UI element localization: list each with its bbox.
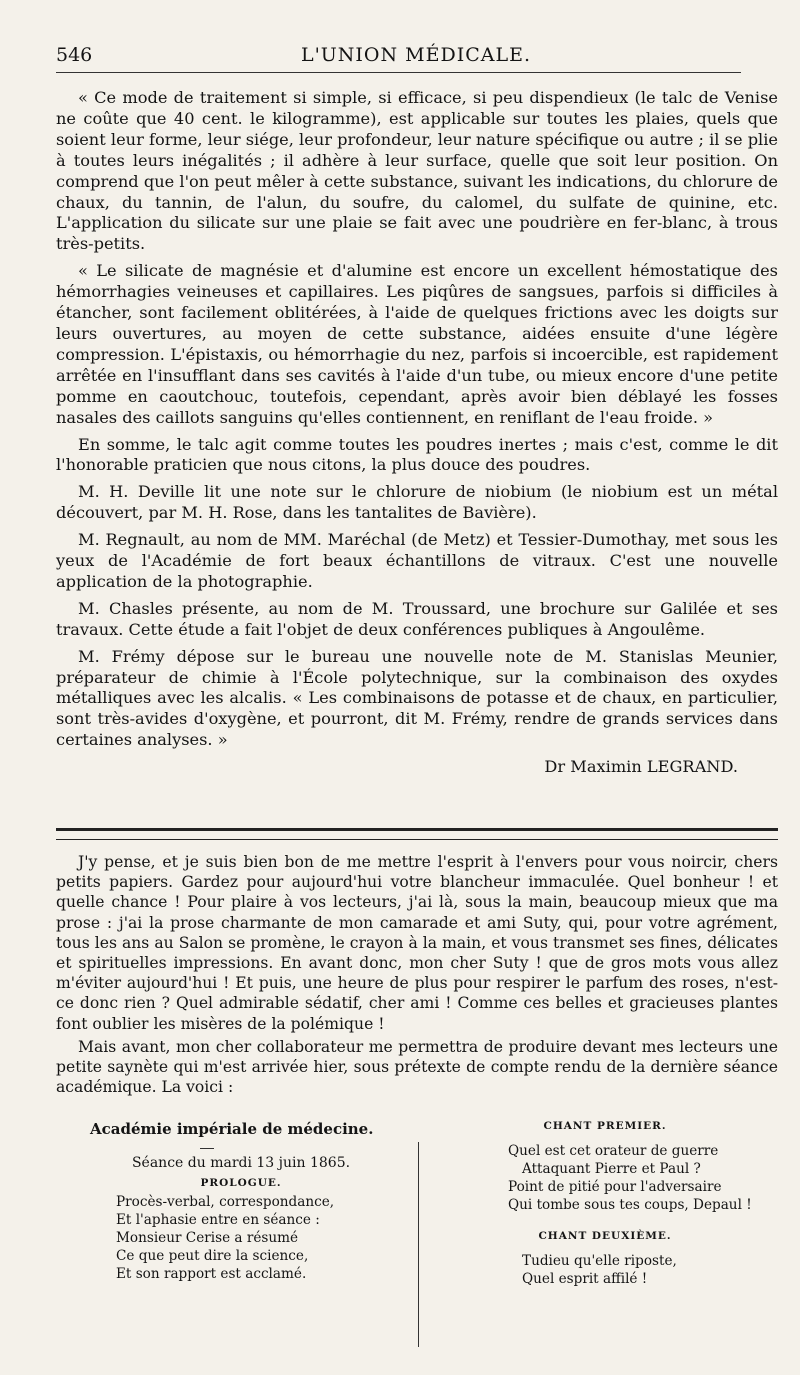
page-header: [56, 44, 776, 70]
article-paragraph: « Ce mode de traitement si simple, si efficace, si peu dispendieux (le talc de Venise ne coûte que 40 cent. le kilogramme), est applicable sur toutes les plaies, quels que soient leur forme, leur siége, leur profondeur, leur nature spécifique ou autre ; il se plie à toutes leurs inégalités ; il adhère à leur surface, quelle que soit leur position. On comprend que l'on peut mêler à cette substance, suivant les indications, du chlorure de chaux, du tannin, de l'alun, du soufre, du calomel, du sulfate de quinine, etc. L'application du silicate sur une plaie se fait avec une poudrière en fer-blanc, à trous très-petits.: [56, 88, 778, 254]
poem-right-column: [432, 1120, 778, 1288]
article-paragraph: M. H. Deville lit une note sur le chlorure de niobium (le niobium est un métal découvert, par M. H. Rose, dans les tantalites de Bavière).: [56, 482, 778, 523]
article-paragraph: En somme, le talc agit comme toutes les poudres inertes ; mais c'est, comme le dit l'honorable praticien que nous citons, la plus douce des poudres.: [56, 434, 778, 475]
verse-line: Quel esprit affilé !: [522, 1271, 648, 1287]
verse-line: Qui tombe sous tes coups, Depaul !: [508, 1197, 752, 1213]
article-paragraph: M. Regnault, au nom de MM. Maréchal (de Metz) et Tessier-Dumothay, met sous les yeux de l'Académie de fort beaux échantillons de vitraux. C'est une nouvelle application de la photographie.: [56, 530, 778, 591]
verse-line: Tudieu qu'elle riposte,: [522, 1253, 677, 1269]
verse-line: Ce que peut dire la science,: [116, 1248, 309, 1264]
article-paragraph: M. Frémy dépose sur le bureau une nouvelle note de M. Stanislas Meunier, préparateur de chimie à l'École polytechnique, sur la combinaison des oxydes métalliques avec les alcalis. « Les combinaisons de potasse et de chaux, en particulier, sont très-avides d'oxygène, et pourront, dit M. Frémy, rendre de grands services dans certaines analyses. »: [56, 646, 778, 750]
article-paragraph: M. Chasles présente, au nom de M. Troussard, une brochure sur Galilée et ses travaux. Cette étude a fait l'objet de deux conférences publiques à Angoulême.: [56, 598, 778, 639]
author-signature: Dr Maximin LEGRAND.: [544, 757, 738, 777]
verse-line: Et l'aphasie entre en séance :: [116, 1212, 320, 1228]
verse-line: Quel est cet orateur de guerre: [508, 1143, 719, 1159]
canto-two-heading: CHANT DEUXIÈME.: [538, 1230, 672, 1242]
feuilleton-paragraph: J'y pense, et je suis bien bon de me mettre l'esprit à l'envers pour vous noircir, chers petits papiers. Gardez pour aujourd'hui votre blancheur immaculée. Quel bonheur ! et quelle chance ! Pour plaire à vos lecteurs, j'ai là, sous la main, beaucoup mieux que ma prose : j'ai la prose charmante de mon camarade et ami Suty, qui, pour votre agrément, tous les ans au Salon se promène, le crayon à la main, et vous transmet ses fines, délicates et spirituelles impressions. En avant donc, mon cher Suty ! que de gros mots vous allez m'éviter aujourd'hui ! Et puis, une heure de plus pour respirer le parfum des roses, n'est-ce donc rien ? Quel admirable sédatif, cher ami ! Comme ces belles et gracieuses plantes font oublier les misères de la polémique !: [56, 853, 778, 1033]
article-paragraph: « Le silicate de magnésie et d'alumine est encore un excellent hémostatique des hémorrhagies veineuses et capillaires. Les piqûres de sangsues, parfois si difficiles à étancher, sont facilement oblitérées, à l'aide de quelques frictions avec les doigts sur leurs ouvertures, au moyen de cette substance, aidées ensuite d'une légère compression. L'épistaxis, ou hémorrhagie du nez, parfois si incoercible, est rapidement arrêtée en l'insufflant dans ses cavités à l'aide d'un tube, ou mieux encore d'une petite pomme en caoutchouc, toutefois, cependant, après avoir bien déblayé les fosses nasales des caillots sanguins qu'elles contiennent, en reniflant de l'eau froide. »: [56, 261, 778, 427]
verse-line: Monsieur Cerise a résumé: [116, 1230, 299, 1246]
poem-columns: [56, 1112, 778, 1362]
verse-line: Point de pitié pour l'adversaire: [508, 1179, 722, 1195]
session-date: Séance du mardi 13 juin 1865.: [131, 1155, 351, 1171]
prologue-heading: PROLOGUE.: [200, 1177, 282, 1189]
verse-line: Et son rapport est acclamé.: [116, 1266, 307, 1282]
header-rule: [56, 72, 741, 73]
feuilleton-paragraph: Mais avant, mon cher collaborateur me permettra de produire devant mes lecteurs une petite saynète qui m'est arrivée hier, sous prétexte de compte rendu de la dernière séance académique. La voici :: [56, 1037, 778, 1097]
academy-title: Académie impériale de médecine.: [90, 1120, 374, 1138]
verse-line: Procès-verbal, correspondance,: [116, 1194, 335, 1210]
feuilleton-separator: [56, 828, 778, 840]
verse-line: Attaquant Pierre et Paul ?: [522, 1161, 701, 1177]
article-body: [56, 88, 778, 784]
poem-left-column: [76, 1120, 406, 1283]
title-rule: [200, 1148, 214, 1149]
page-number: 546: [56, 44, 93, 66]
feuilleton-text: [56, 852, 778, 1100]
column-divider: [418, 1142, 419, 1347]
running-title: L'UNION MÉDICALE.: [300, 44, 532, 66]
canto-one-heading: CHANT PREMIER.: [543, 1120, 667, 1132]
